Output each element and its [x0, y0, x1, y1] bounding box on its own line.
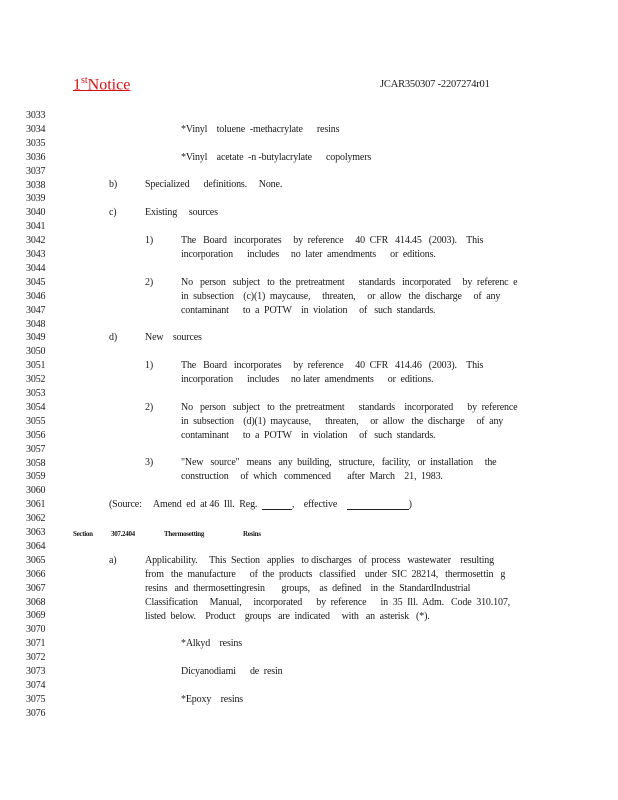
paragraph-line: No person subject to the pretreatment standards incorporated by referenc e [181, 277, 518, 288]
line-number: 3034 [26, 123, 46, 135]
blank-line [262, 500, 292, 510]
paragraph-line: incorporation includes no later amendments or editions. [181, 374, 434, 385]
line-number: 3060 [26, 485, 46, 497]
line-number: 3070 [26, 624, 46, 636]
line-number: 3074 [26, 679, 46, 691]
line-number: 3062 [26, 513, 46, 525]
paragraph-line: incorporation includes no later amendments or editions. [181, 249, 436, 260]
paragraph-line: The Board incorporates by reference 40 CFR 414.46 (2003). This [181, 360, 484, 371]
line-number: 3063 [26, 527, 46, 538]
line-number: 3066 [26, 568, 46, 580]
paragraph-line: from the manufacture of the products classified under SIC 28214, thermosettin g [145, 569, 506, 580]
section-title: Resins [243, 530, 261, 538]
subsection-d-heading: New sources [145, 332, 202, 343]
subsection-c-heading: Existing sources [145, 207, 218, 218]
line-number: 3067 [26, 582, 46, 594]
paragraph-line: "New source" means any building, structure, facility, or installation the [181, 457, 497, 468]
line-number: 3051 [26, 360, 46, 372]
line-number: 3065 [26, 554, 46, 566]
list-item: *Alkyd resins [181, 638, 242, 649]
subsection-label-c: c) [109, 207, 117, 218]
paragraph-line: resins and thermosettingresin groups, as defined in the StandardIndustrial [145, 583, 471, 594]
line-number: 3064 [26, 540, 46, 552]
section-title: Thermosetting [164, 530, 205, 538]
notice-heading [73, 75, 140, 94]
line-number: 3037 [26, 165, 46, 177]
line-number: 3055 [26, 415, 46, 427]
line-number: 3046 [26, 290, 46, 302]
notice-word: Notice [87, 76, 131, 94]
line-number: 3071 [26, 638, 46, 650]
line-number: 3047 [26, 304, 46, 316]
line-number: 3057 [26, 443, 46, 455]
line-number: 3045 [26, 276, 46, 288]
line-number: 3058 [26, 457, 46, 469]
line-number: 3043 [26, 249, 46, 260]
line-number: 3042 [26, 235, 46, 247]
source-prefix: (Source: Amend ed at 46 Ill. Reg. [109, 499, 258, 510]
line-number: 3038 [26, 179, 46, 191]
subsection-label-d: d) [109, 332, 118, 343]
paragraph-line: No person subject to the pretreatment standards incorporated by reference [181, 402, 518, 413]
notice-number: 1 [73, 76, 81, 94]
section-number: 307.2404 [111, 530, 135, 538]
item-label: 2) [145, 277, 154, 288]
document-code: JCAR350307 -2207274r01 [380, 79, 490, 90]
line-number: 3040 [26, 207, 46, 219]
line-number: 3068 [26, 596, 46, 608]
line-number: 3054 [26, 401, 46, 413]
blank-line [347, 500, 409, 510]
source-note [109, 500, 412, 510]
line-number: 3061 [26, 499, 46, 511]
paragraph-line: The Board incorporates by reference 40 CFR 414.45 (2003). This [181, 235, 484, 246]
line-number: 3072 [26, 652, 46, 664]
list-item: *Vinyl acetate -n -butylacrylate copolymers [181, 152, 372, 163]
line-number: 3044 [26, 262, 46, 274]
paragraph-line: Classification Manual, incorporated by reference in 35 Ill. Adm. Code 310.107, [145, 597, 511, 608]
paragraph-line: listed below. Product groups are indicated with an asterisk (*). [145, 611, 430, 622]
line-number: 3075 [26, 693, 46, 705]
source-effective: , effective [291, 499, 338, 510]
list-item: *Epoxy resins [181, 694, 244, 705]
line-number: 3049 [26, 332, 46, 344]
line-number: 3053 [26, 388, 46, 399]
line-number: 3073 [26, 666, 46, 677]
paragraph-line: Applicability. This Section applies to discharges of process wastewater resulting [145, 555, 494, 566]
paragraph-line: contaminant to a POTW in violation of such standards. [181, 430, 436, 441]
line-number: 3052 [26, 374, 46, 386]
line-number: 3056 [26, 429, 46, 441]
item-label: 1) [145, 235, 154, 246]
line-number: 3059 [26, 471, 46, 483]
line-number: 3041 [26, 221, 46, 233]
line-number: 3035 [26, 137, 46, 149]
line-number: 3048 [26, 318, 46, 330]
paragraph-line: in subsection (d)(1) maycause, threaten, or allow the discharge of any [181, 416, 504, 427]
item-label: 1) [145, 360, 154, 371]
line-number: 3039 [26, 193, 46, 205]
line-number: 3069 [26, 610, 46, 622]
item-label: 2) [145, 402, 154, 413]
paragraph-line: contaminant to a POTW in violation of such standards. [181, 305, 436, 316]
subsection-label-b: b) [109, 179, 118, 190]
section-word: Section [73, 530, 93, 538]
line-number: 3076 [26, 707, 46, 719]
list-item: Dicyanodiami de resin [181, 666, 283, 677]
item-label: 3) [145, 457, 154, 468]
line-number: 3050 [26, 346, 46, 358]
subsection-b-text: Specialized definitions. None. [145, 179, 283, 190]
list-item: *Vinyl toluene -methacrylate resins [181, 124, 340, 135]
paragraph-line: in subsection (c)(1) maycause, threaten, or allow the discharge of any [181, 291, 501, 302]
source-close: ) [408, 499, 412, 510]
line-number: 3033 [26, 110, 46, 121]
paragraph-line: construction of which commenced after March 21, 1983. [181, 471, 443, 482]
line-number: 3036 [26, 151, 46, 163]
subsection-label-a: a) [109, 555, 117, 566]
notice-suffix: st [81, 75, 88, 86]
